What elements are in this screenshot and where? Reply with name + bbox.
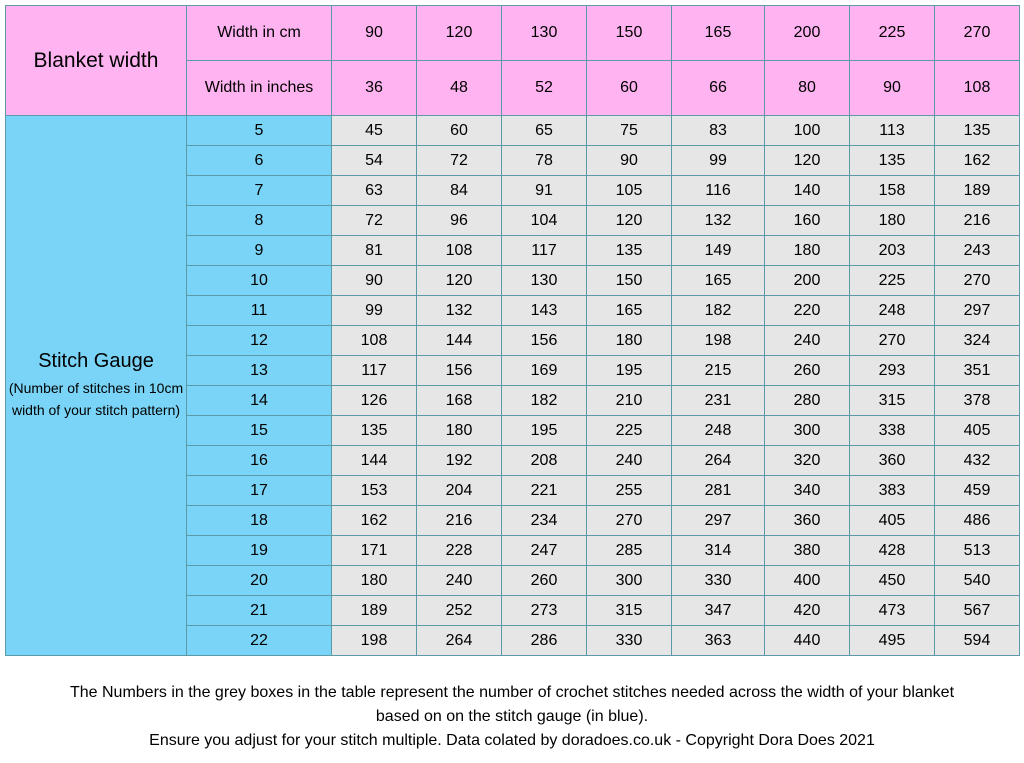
stitch-count-cell: 90 xyxy=(332,266,417,296)
stitch-count-cell: 83 xyxy=(672,116,765,146)
stitch-count-cell: 315 xyxy=(587,596,672,626)
stitch-count-cell: 132 xyxy=(417,296,502,326)
stitch-count-cell: 91 xyxy=(502,176,587,206)
width-inches-cell: 52 xyxy=(502,61,587,116)
footer-line: The Numbers in the grey boxes in the table represent the number of crochet stitches needed across the width of your blanket xyxy=(69,684,955,701)
stitch-count-cell: 165 xyxy=(587,296,672,326)
stitch-count-cell: 126 xyxy=(332,386,417,416)
gauge-value-cell: 6 xyxy=(187,146,332,176)
stitch-count-cell: 169 xyxy=(502,356,587,386)
stitch-count-cell: 513 xyxy=(935,536,1020,566)
stitch-count-cell: 270 xyxy=(935,266,1020,296)
stitch-count-cell: 180 xyxy=(587,326,672,356)
stitch-count-cell: 168 xyxy=(417,386,502,416)
stitch-count-cell: 240 xyxy=(587,446,672,476)
stitch-count-cell: 380 xyxy=(765,536,850,566)
stitch-count-cell: 210 xyxy=(587,386,672,416)
stitch-count-cell: 156 xyxy=(502,326,587,356)
stitch-count-cell: 486 xyxy=(935,506,1020,536)
stitch-count-cell: 120 xyxy=(587,206,672,236)
footer-note xyxy=(0,681,1024,753)
width-inches-cell: 108 xyxy=(935,61,1020,116)
stitch-count-cell: 234 xyxy=(502,506,587,536)
stitch-count-cell: 225 xyxy=(587,416,672,446)
stitch-count-cell: 150 xyxy=(587,266,672,296)
stitch-count-cell: 198 xyxy=(332,626,417,656)
stitch-gauge-title: Stitch Gauge xyxy=(38,350,154,372)
stitch-count-cell: 180 xyxy=(332,566,417,596)
stitch-count-cell: 120 xyxy=(417,266,502,296)
stitch-count-cell: 156 xyxy=(417,356,502,386)
stitch-count-cell: 135 xyxy=(332,416,417,446)
stitch-count-cell: 378 xyxy=(935,386,1020,416)
stitch-count-cell: 54 xyxy=(332,146,417,176)
stitch-count-cell: 72 xyxy=(417,146,502,176)
stitch-count-cell: 132 xyxy=(672,206,765,236)
gauge-value-cell: 8 xyxy=(187,206,332,236)
stitch-count-cell: 281 xyxy=(672,476,765,506)
stitch-count-cell: 108 xyxy=(332,326,417,356)
stitch-count-cell: 180 xyxy=(417,416,502,446)
width-cm-cell: 90 xyxy=(332,6,417,61)
stitch-count-cell: 330 xyxy=(587,626,672,656)
gauge-value-cell: 17 xyxy=(187,476,332,506)
stitch-count-cell: 338 xyxy=(850,416,935,446)
stitch-count-cell: 320 xyxy=(765,446,850,476)
stitch-gauge-subtitle: (Number of stitches in 10cm width of your stitch pattern) xyxy=(8,380,184,418)
stitch-count-cell: 567 xyxy=(935,596,1020,626)
width-cm-cell: 120 xyxy=(417,6,502,61)
stitch-count-cell: 117 xyxy=(332,356,417,386)
stitch-count-cell: 360 xyxy=(850,446,935,476)
stitch-count-cell: 228 xyxy=(417,536,502,566)
gauge-value-cell: 14 xyxy=(187,386,332,416)
width-inches-cell: 48 xyxy=(417,61,502,116)
stitch-count-cell: 420 xyxy=(765,596,850,626)
header-row-cm xyxy=(6,6,1020,61)
stitch-count-cell: 144 xyxy=(332,446,417,476)
stitch-count-cell: 116 xyxy=(672,176,765,206)
width-cm-cell: 150 xyxy=(587,6,672,61)
stitch-count-cell: 405 xyxy=(935,416,1020,446)
stitch-count-cell: 65 xyxy=(502,116,587,146)
stitch-count-cell: 113 xyxy=(850,116,935,146)
stitch-count-cell: 240 xyxy=(765,326,850,356)
gauge-value-cell: 16 xyxy=(187,446,332,476)
stitch-gauge-label xyxy=(6,116,187,656)
stitch-count-cell: 293 xyxy=(850,356,935,386)
stitch-count-cell: 300 xyxy=(765,416,850,446)
stitch-count-cell: 180 xyxy=(765,236,850,266)
stitch-count-cell: 165 xyxy=(672,266,765,296)
stitch-count-cell: 78 xyxy=(502,146,587,176)
stitch-count-cell: 216 xyxy=(417,506,502,536)
stitch-count-cell: 264 xyxy=(417,626,502,656)
stitch-count-cell: 540 xyxy=(935,566,1020,596)
stitch-count-cell: 347 xyxy=(672,596,765,626)
stitch-count-cell: 135 xyxy=(935,116,1020,146)
stitch-count-cell: 140 xyxy=(765,176,850,206)
gauge-value-cell: 21 xyxy=(187,596,332,626)
stitch-count-cell: 324 xyxy=(935,326,1020,356)
gauge-value-cell: 18 xyxy=(187,506,332,536)
footer-line: based on on the stitch gauge (in blue). xyxy=(375,708,649,725)
stitch-count-cell: 314 xyxy=(672,536,765,566)
stitch-count-cell: 383 xyxy=(850,476,935,506)
stitch-count-cell: 450 xyxy=(850,566,935,596)
stitch-count-cell: 300 xyxy=(587,566,672,596)
stitch-count-cell: 195 xyxy=(502,416,587,446)
stitch-count-cell: 594 xyxy=(935,626,1020,656)
stitch-count-cell: 144 xyxy=(417,326,502,356)
stitch-count-cell: 84 xyxy=(417,176,502,206)
stitch-count-cell: 220 xyxy=(765,296,850,326)
stitch-count-cell: 72 xyxy=(332,206,417,236)
stitch-count-cell: 273 xyxy=(502,596,587,626)
stitch-count-cell: 160 xyxy=(765,206,850,236)
stitch-count-cell: 221 xyxy=(502,476,587,506)
stitch-count-cell: 104 xyxy=(502,206,587,236)
stitch-count-cell: 270 xyxy=(850,326,935,356)
stitch-count-cell: 60 xyxy=(417,116,502,146)
stitch-count-cell: 459 xyxy=(935,476,1020,506)
width-inches-cell: 90 xyxy=(850,61,935,116)
gauge-value-cell: 11 xyxy=(187,296,332,326)
footer-line: Ensure you adjust for your stitch multiple. Data colated by doradoes.co.uk - Copyright Dora Does 2021 xyxy=(149,732,875,749)
stitch-count-cell: 162 xyxy=(332,506,417,536)
stitch-count-cell: 96 xyxy=(417,206,502,236)
stitch-count-cell: 204 xyxy=(417,476,502,506)
gauge-value-cell: 10 xyxy=(187,266,332,296)
stitch-count-cell: 63 xyxy=(332,176,417,206)
stitch-count-cell: 180 xyxy=(850,206,935,236)
stitch-count-cell: 255 xyxy=(587,476,672,506)
stitch-count-cell: 189 xyxy=(332,596,417,626)
gauge-value-cell: 5 xyxy=(187,116,332,146)
table-row xyxy=(6,116,1020,146)
stitch-count-cell: 189 xyxy=(935,176,1020,206)
stitch-count-cell: 270 xyxy=(587,506,672,536)
stitch-count-cell: 297 xyxy=(672,506,765,536)
stitch-count-cell: 120 xyxy=(765,146,850,176)
stitch-count-cell: 330 xyxy=(672,566,765,596)
stitch-count-cell: 252 xyxy=(417,596,502,626)
stitch-count-cell: 117 xyxy=(502,236,587,266)
stitch-count-cell: 90 xyxy=(587,146,672,176)
stitch-count-cell: 495 xyxy=(850,626,935,656)
stitch-count-cell: 264 xyxy=(672,446,765,476)
stitch-count-cell: 182 xyxy=(672,296,765,326)
stitch-count-cell: 248 xyxy=(850,296,935,326)
width-cm-cell: 130 xyxy=(502,6,587,61)
stitch-count-cell: 208 xyxy=(502,446,587,476)
stitch-count-cell: 231 xyxy=(672,386,765,416)
gauge-value-cell: 19 xyxy=(187,536,332,566)
gauge-value-cell: 22 xyxy=(187,626,332,656)
stitch-count-cell: 203 xyxy=(850,236,935,266)
stitch-count-cell: 240 xyxy=(417,566,502,596)
stitch-count-cell: 135 xyxy=(587,236,672,266)
stitch-count-cell: 200 xyxy=(765,266,850,296)
width-inches-label: Width in inches xyxy=(187,61,332,116)
stitch-count-cell: 99 xyxy=(332,296,417,326)
stitch-count-cell: 162 xyxy=(935,146,1020,176)
stitch-count-cell: 260 xyxy=(765,356,850,386)
stitch-count-cell: 248 xyxy=(672,416,765,446)
stitch-count-cell: 340 xyxy=(765,476,850,506)
stitch-count-cell: 297 xyxy=(935,296,1020,326)
stitch-count-cell: 182 xyxy=(502,386,587,416)
stitch-count-cell: 280 xyxy=(765,386,850,416)
width-cm-cell: 225 xyxy=(850,6,935,61)
stitch-count-cell: 130 xyxy=(502,266,587,296)
stitch-count-cell: 99 xyxy=(672,146,765,176)
gauge-value-cell: 9 xyxy=(187,236,332,266)
stitch-count-cell: 405 xyxy=(850,506,935,536)
width-inches-cell: 66 xyxy=(672,61,765,116)
stitch-count-cell: 198 xyxy=(672,326,765,356)
stitch-count-cell: 428 xyxy=(850,536,935,566)
stitch-count-cell: 192 xyxy=(417,446,502,476)
stitch-count-cell: 351 xyxy=(935,356,1020,386)
stitch-count-cell: 195 xyxy=(587,356,672,386)
width-inches-cell: 60 xyxy=(587,61,672,116)
stitch-count-cell: 363 xyxy=(672,626,765,656)
stitch-count-cell: 440 xyxy=(765,626,850,656)
stitch-count-cell: 285 xyxy=(587,536,672,566)
gauge-value-cell: 12 xyxy=(187,326,332,356)
width-cm-label: Width in cm xyxy=(187,6,332,61)
stitch-count-cell: 243 xyxy=(935,236,1020,266)
width-cm-cell: 200 xyxy=(765,6,850,61)
stitch-count-cell: 45 xyxy=(332,116,417,146)
stitch-count-cell: 247 xyxy=(502,536,587,566)
stitch-count-cell: 360 xyxy=(765,506,850,536)
stitch-count-cell: 215 xyxy=(672,356,765,386)
blanket-width-label: Blanket width xyxy=(6,6,187,116)
width-cm-cell: 165 xyxy=(672,6,765,61)
stitch-count-cell: 153 xyxy=(332,476,417,506)
stitch-count-cell: 135 xyxy=(850,146,935,176)
stitch-count-cell: 105 xyxy=(587,176,672,206)
gauge-value-cell: 7 xyxy=(187,176,332,206)
stitch-count-cell: 315 xyxy=(850,386,935,416)
width-inches-cell: 36 xyxy=(332,61,417,116)
gauge-value-cell: 13 xyxy=(187,356,332,386)
stitch-count-cell: 143 xyxy=(502,296,587,326)
stitch-count-table xyxy=(5,5,1020,656)
stitch-count-cell: 100 xyxy=(765,116,850,146)
stitch-count-cell: 149 xyxy=(672,236,765,266)
stitch-count-cell: 400 xyxy=(765,566,850,596)
stitch-count-cell: 260 xyxy=(502,566,587,596)
stitch-count-cell: 473 xyxy=(850,596,935,626)
stitch-count-cell: 432 xyxy=(935,446,1020,476)
gauge-value-cell: 15 xyxy=(187,416,332,446)
stitch-count-cell: 158 xyxy=(850,176,935,206)
stitch-count-cell: 286 xyxy=(502,626,587,656)
stitch-count-cell: 81 xyxy=(332,236,417,266)
stitch-count-cell: 216 xyxy=(935,206,1020,236)
width-inches-cell: 80 xyxy=(765,61,850,116)
stitch-count-cell: 108 xyxy=(417,236,502,266)
width-cm-cell: 270 xyxy=(935,6,1020,61)
stitch-count-cell: 171 xyxy=(332,536,417,566)
gauge-value-cell: 20 xyxy=(187,566,332,596)
stitch-count-cell: 75 xyxy=(587,116,672,146)
stitch-count-cell: 225 xyxy=(850,266,935,296)
